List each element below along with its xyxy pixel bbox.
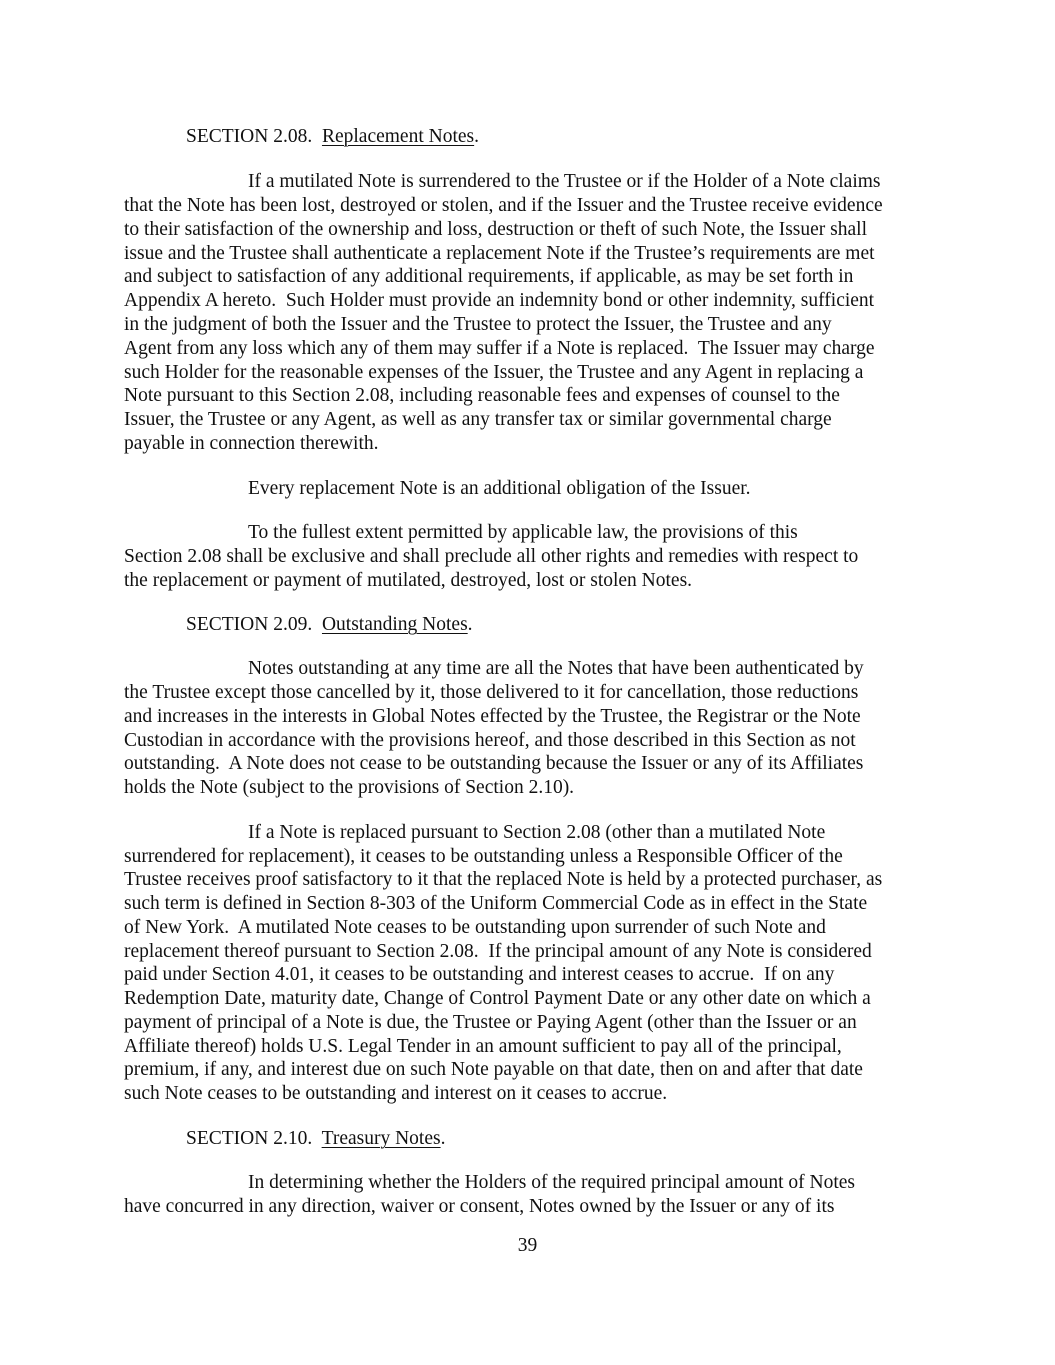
- text-line: Note pursuant to this Section 2.08, including reasonable fees and expenses of counsel to the: [124, 385, 840, 406]
- text-line: outstanding. A Note does not cease to be outstanding because the Issuer or any of its Affiliates: [124, 753, 864, 774]
- text-line: such term is defined in Section 8-303 of the Uniform Commercial Code as in effect in the State: [124, 893, 868, 914]
- text-line: payable in connection therewith.: [124, 433, 379, 454]
- text-line: of New York. A mutilated Note ceases to be outstanding upon surrender of such Note and: [124, 917, 826, 938]
- text-line: and subject to satisfaction of any additional requirements, if applicable, as may be set forth in: [124, 266, 854, 287]
- text-line: payment of principal of a Note is due, the Trustee or Paying Agent (other than the Issuer or an: [124, 1012, 857, 1033]
- text-line: replacement thereof pursuant to Section 2.08. If the principal amount of any Note is considered: [124, 941, 872, 962]
- text-line: paid under Section 4.01, it ceases to be outstanding and interest ceases to accrue. If on any: [124, 964, 835, 985]
- text-line: that the Note has been lost, destroyed or stolen, and if the Issuer and the Trustee receive evidence: [124, 195, 883, 216]
- text-line: To the fullest extent permitted by applicable law, the provisions of this: [248, 522, 798, 543]
- text-line: and increases in the interests in Global Notes effected by the Trustee, the Registrar or the Note: [124, 706, 861, 727]
- section-2-10-heading: SECTION 2.10. Treasury Notes.: [186, 1128, 446, 1149]
- text-line: have concurred in any direction, waiver or consent, Notes owned by the Issuer or any of its: [124, 1196, 835, 1217]
- page-number: 39: [517, 1235, 538, 1256]
- text-line: Notes outstanding at any time are all the Notes that have been authenticated by: [248, 658, 864, 679]
- section-2-08-heading: SECTION 2.08. Replacement Notes.: [186, 126, 479, 147]
- text-line: the replacement or payment of mutilated, destroyed, lost or stolen Notes.: [124, 570, 693, 591]
- text-line: Section 2.08 shall be exclusive and shall preclude all other rights and remedies with respect to: [124, 546, 859, 567]
- text-line: holds the Note (subject to the provisions of Section 2.10).: [124, 777, 575, 798]
- text-line: In determining whether the Holders of the required principal amount of Notes: [248, 1172, 856, 1193]
- text-line: Redemption Date, maturity date, Change of Control Payment Date or any other date on which a: [124, 988, 871, 1009]
- text-line: to their satisfaction of the ownership and loss, destruction or theft of such Note, the Issuer shall: [124, 219, 867, 240]
- section-2-09-heading: SECTION 2.09. Outstanding Notes.: [186, 614, 473, 635]
- text-line: Trustee receives proof satisfactory to it that the replaced Note is held by a protected purchaser, as: [124, 869, 883, 890]
- text-line: issue and the Trustee shall authenticate a replacement Note if the Trustee’s requirements are met: [124, 243, 875, 264]
- text-line: the Trustee except those cancelled by it, those delivered to it for cancellation, those reductions: [124, 682, 859, 703]
- text-line: Appendix A hereto. Such Holder must provide an indemnity bond or other indemnity, sufficient: [124, 290, 875, 311]
- section-2-10-title: Treasury Notes: [321, 1128, 441, 1149]
- text-line: in the judgment of both the Issuer and the Trustee to protect the Issuer, the Trustee and any: [124, 314, 832, 335]
- text-line: Every replacement Note is an additional obligation of the Issuer.: [248, 478, 751, 499]
- text-line: Agent from any loss which any of them may suffer if a Note is replaced. The Issuer may charge: [124, 338, 875, 359]
- text-line: Affiliate thereof) holds U.S. Legal Tender in an amount sufficient to pay all of the principal,: [124, 1036, 842, 1057]
- section-2-09-title: Outstanding Notes: [321, 614, 468, 635]
- text-line: surrendered for replacement), it ceases to be outstanding unless a Responsible Officer of the: [124, 846, 843, 867]
- section-2-08-title: Replacement Notes: [321, 126, 475, 147]
- text-line: such Holder for the reasonable expenses of the Issuer, the Trustee and any Agent in replacing a: [124, 362, 864, 383]
- text-line: Issuer, the Trustee or any Agent, as well as any transfer tax or similar governmental charge: [124, 409, 832, 430]
- text-line: If a Note is replaced pursuant to Section 2.08 (other than a mutilated Note: [248, 822, 826, 843]
- text-line: If a mutilated Note is surrendered to the Trustee or if the Holder of a Note claims: [248, 171, 881, 192]
- text-line: such Note ceases to be outstanding and interest on it ceases to accrue.: [124, 1083, 668, 1104]
- text-line: Custodian in accordance with the provisions hereof, and those described in this Section as not: [124, 730, 856, 751]
- text-line: premium, if any, and interest due on such Note payable on that date, then on and after that date: [124, 1059, 863, 1080]
